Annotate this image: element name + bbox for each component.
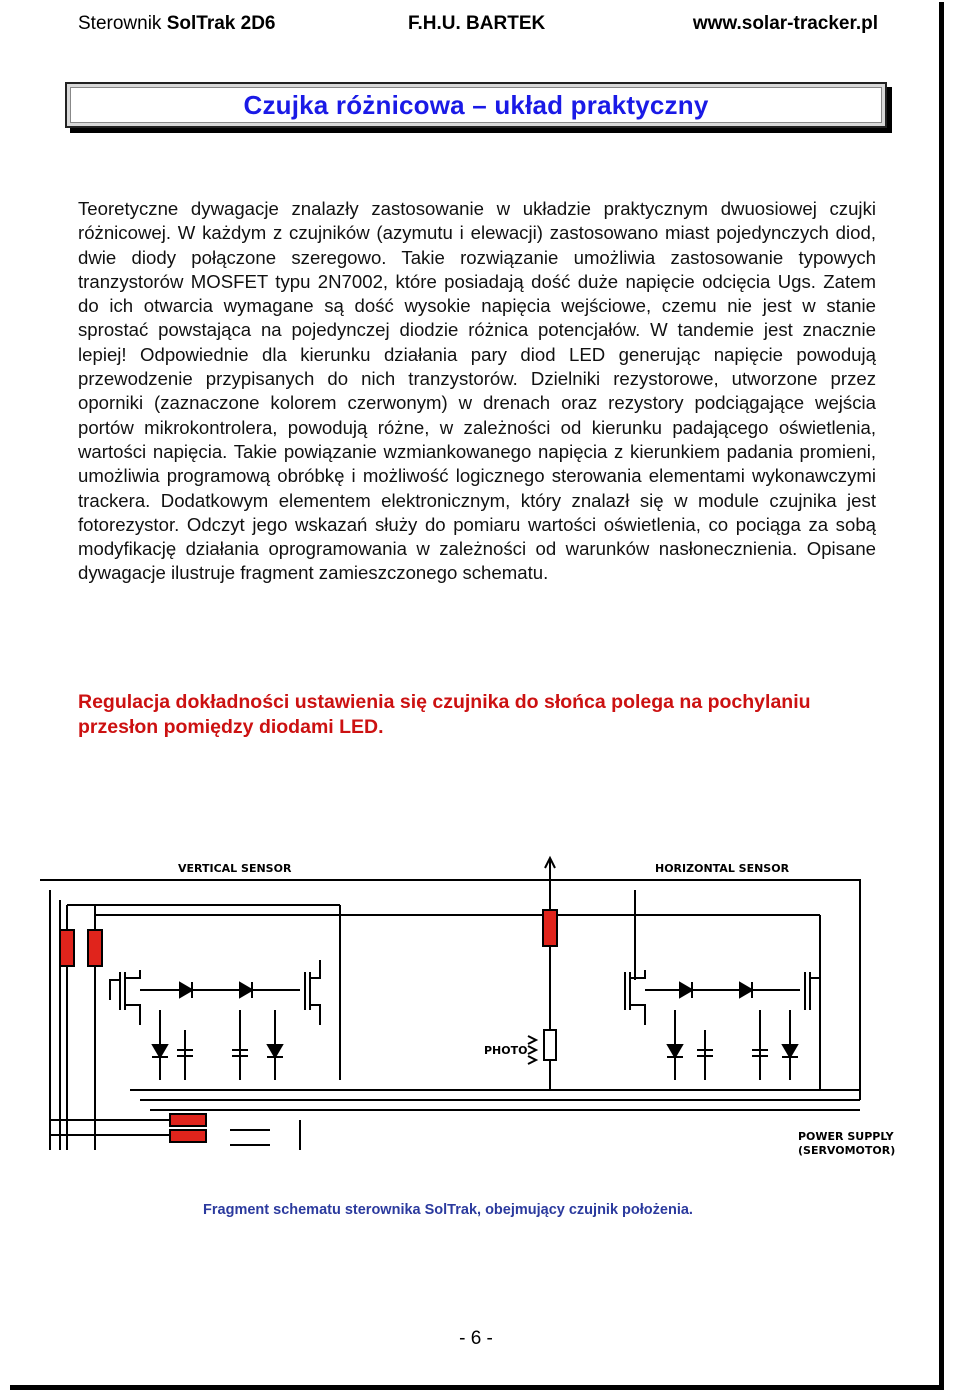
header-product [78,13,275,35]
page-title: Czujka różnicowa – układ praktyczny [243,89,709,120]
label-vertical-sensor: VERTICAL SENSOR [178,862,292,875]
header-product-prefix: Sterownik [78,13,167,34]
label-servomotor: (SERVOMOTOR) [798,1144,896,1157]
label-power-supply: POWER SUPPLY [798,1130,894,1143]
label-horizontal-sensor: HORIZONTAL SENSOR [655,862,790,875]
schematic-svg [40,850,900,1160]
figure-caption: Fragment schematu sterownika SolTrak, obejmujący czujnik położenia. [203,1202,693,1218]
header-company: F.H.U. BARTEK [408,13,546,34]
header-product-name: SolTrak 2D6 [166,13,276,34]
highlight-note: Regulacja dokładności ustawienia się czujnika do słońca polega na pochylaniu przesłon pomiędzy diodami LED. [78,691,811,738]
page-header [78,13,878,43]
page-number: - 6 - [459,1328,493,1349]
header-website: www.solar-tracker.pl [692,13,878,34]
title-banner [65,82,887,128]
title-banner-inner [70,87,882,123]
label-photo: PHOTO [484,1044,528,1057]
schematic-figure [40,850,900,1160]
body-paragraph: Teoretyczne dywagacje znalazły zastosowanie w układzie praktycznym dwuosiowej czujki różnicowej. W każdym z czujników (azymutu i elewacji) zastosowano miast pojedynczych diod, dwie diody połączone szeregowo. Takie rozwiązanie umożliwia zastosowanie typowych tranzystorów MOSFET typu 2N7002, które posiadają dość duże napięcie odcięcia Ugs. Zatem do ich otwarcia wymagane są dość wysokie napięcia wejściowe, czemu nie jest w stanie sprostać powstająca na pojedynczej diodzie różnica potencjałów. W tandemie jest znacznie lepiej! Odpowiednie dla kierunku działania pary diod LED generując napięcie powodują przewodzenie przypisanych do nich tranzystorów. Dzielniki rezystorowe, utworzone przez oporniki (zaznaczone kolorem czerwonym) w drenach oraz rezystory podciągające wejścia portów mikrokontrolera, powodują różne, w zależności od kierunku padającego oświetlenia, wartości napięcia. Takie powiązanie wzmiankowanego napięcia z kierunkiem padania promieni, umożliwia programową obróbkę i możliwość logicznego sterowania elementami wykonawczymi trackera. Dodatkowym elementem elektronicznym, który znalazł się w module czujnika jest fotorezystor. Odczyt jego wskazań służy do pomiaru wartości oświetlenia, co pociąga za sobą modyfikację działania oprogramowania w zależności od warunków nasłonecznienia. Opisane dywagacje ilustruje fragment zamieszczonego schematu. [78,198,876,584]
